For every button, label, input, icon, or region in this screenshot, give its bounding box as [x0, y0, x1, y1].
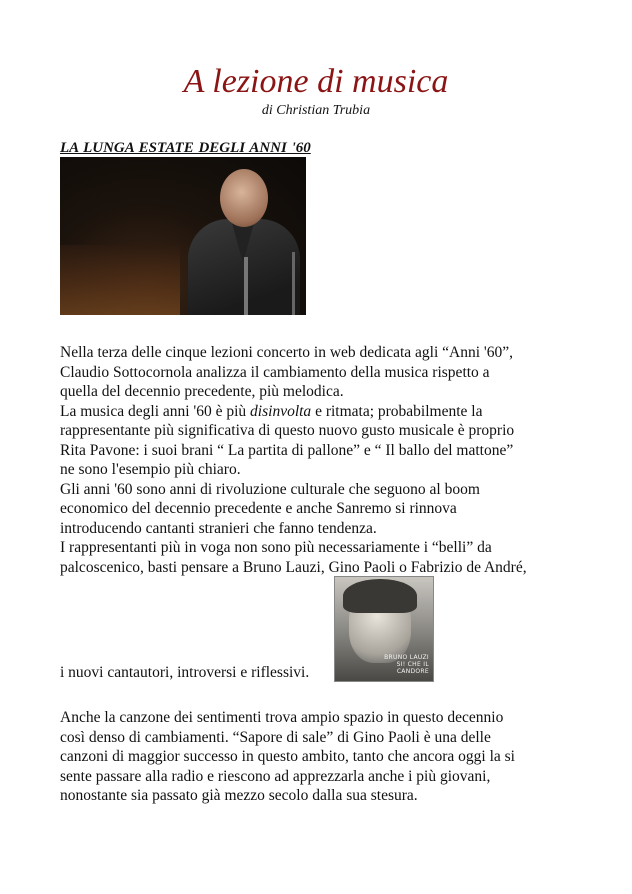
paragraph-2	[60, 708, 580, 806]
paragraph-line: così denso di cambiamenti. “Sapore di sale” di Gino Paoli è una delle	[60, 728, 491, 746]
paragraph-line: sente passare alla radio e riescono ad apprezzarla anche i più giovani,	[60, 767, 491, 785]
paragraph-line: economico del decennio precedente e anche Sanremo si rinnova	[60, 500, 457, 517]
album-label	[369, 654, 429, 675]
paragraph-line: canzoni di maggior successo in questo ambito, tanto che ancora oggi la si	[60, 748, 515, 765]
inline-caption: i nuovi cantautori, introversi e riflessivi.	[60, 663, 310, 681]
text-span: e ritmata; probabilmente la	[311, 402, 483, 420]
photo-hair	[343, 579, 417, 613]
paragraph-line: Claudio Sottocornola analizza il cambiamento della musica rispetto a	[60, 363, 490, 381]
album-cover-portrait-photo	[334, 576, 434, 682]
paragraph-line: rappresentante più significativa di questo nuovo gusto musicale è proprio	[60, 422, 515, 439]
inline-image-row	[60, 576, 580, 684]
album-label-title: SI! CHE IL CANDORE	[396, 661, 429, 675]
paragraph-line: Anche la canzone dei sentimenti trova ampio spazio in questo decennio	[60, 709, 504, 726]
photo-figure-head	[220, 169, 268, 227]
article-title: A lezione di musica	[183, 63, 449, 100]
paragraph-line: Nella terza delle cinque lezioni concerto in web dedicata agli “Anni '60”,	[60, 344, 513, 361]
paragraph-1	[60, 343, 580, 577]
paragraph-line: I rappresentanti più in voga non sono più necessariamente i “belli” da	[60, 539, 492, 556]
album-label-artist: BRUNO LAUZI	[384, 654, 429, 661]
singer-with-microphone-photo	[60, 157, 306, 315]
section-heading: LA LUNGA ESTATE DEGLI ANNI '60	[60, 140, 311, 156]
microphone-stand-icon	[292, 252, 295, 315]
paragraph-line: nonostante sia passato già mezzo secolo dalla sua stesura.	[60, 787, 418, 804]
paragraph-line: Gli anni '60 sono anni di rivoluzione culturale che seguono al boom	[60, 480, 480, 498]
paragraph-line: introducendo cantanti stranieri che fanno tendenza.	[60, 519, 377, 537]
text-span: La musica degli anni '60 è più	[60, 402, 251, 420]
photo-piano-shape	[60, 245, 180, 315]
microphone-icon	[244, 257, 248, 315]
emphasis-disinvolta: disinvolta	[250, 402, 312, 420]
paragraph-line	[60, 402, 580, 422]
paragraph-line: quella del decennio precedente, più melodica.	[60, 383, 344, 400]
paragraph-line: palcoscenico, basti pensare a Bruno Lauzi, Gino Paoli o Fabrizio de André,	[60, 558, 527, 576]
paragraph-line: Rita Pavone: i suoi brani “ La partita di pallone” e “ Il ballo del mattone”	[60, 441, 514, 459]
paragraph-line: ne sono l'esempio più chiaro.	[60, 461, 241, 478]
article-byline: di Christian Trubia	[261, 103, 371, 118]
